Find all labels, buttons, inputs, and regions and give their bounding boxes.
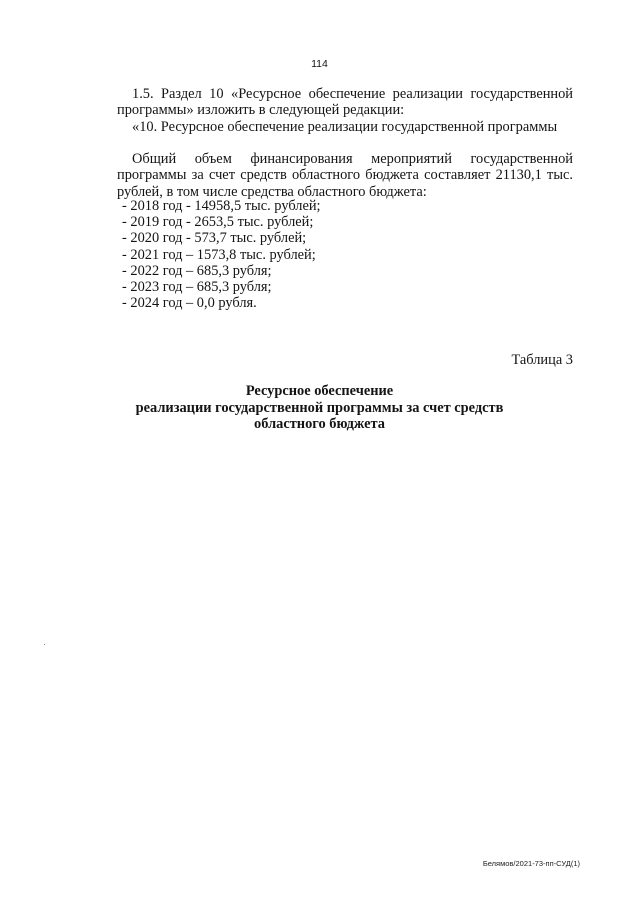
footer-document-code: Белямов/2021-73-пп-СУД(1) (482, 859, 580, 868)
table-label: Таблица 3 (511, 352, 573, 368)
table-title-line-2: реализации государственной программы за счет средств (135, 399, 504, 416)
funding-line-3: рублей, в том числе средства областного бюджета: (117, 183, 427, 200)
funding-by-year-list (122, 198, 321, 311)
list-item: - 2018 год - 14958,5 тыс. рублей; (122, 198, 321, 214)
funding-line-2: программы за счет средств областного бюджета составляет 21130,1 тыс. (117, 167, 573, 184)
table-title (0, 383, 639, 433)
list-item: - 2022 год – 685,3 рубля; (122, 262, 272, 279)
amendment-paragraph (117, 86, 573, 119)
table-title-line-1: Ресурсное обеспечение (245, 383, 394, 399)
list-item: - 2023 год – 685,3 рубля; (122, 279, 272, 296)
funding-paragraph (117, 151, 573, 200)
amendment-line-2: программы» изложить в следующей редакции: (117, 102, 405, 119)
list-item: - 2021 год – 1573,8 тыс. рублей; (122, 246, 316, 263)
list-item: - 2024 год – 0,0 рубля. (122, 295, 257, 312)
amendment-line-1: 1.5. Раздел 10 «Ресурсное обеспечение реализации государственной (132, 86, 573, 102)
scan-speck (44, 644, 45, 645)
list-item: - 2020 год - 573,7 тыс. рублей; (122, 230, 307, 247)
section-heading: «10. Ресурсное обеспечение реализации государственной программы (132, 119, 558, 135)
list-item: - 2019 год - 2653,5 тыс. рублей; (122, 214, 314, 231)
table-title-line-3: областного бюджета (254, 416, 385, 432)
section-heading-line (117, 119, 573, 135)
page-number: 114 (311, 58, 328, 70)
funding-line-1: Общий объем финансирования мероприятий государственной (132, 151, 573, 167)
